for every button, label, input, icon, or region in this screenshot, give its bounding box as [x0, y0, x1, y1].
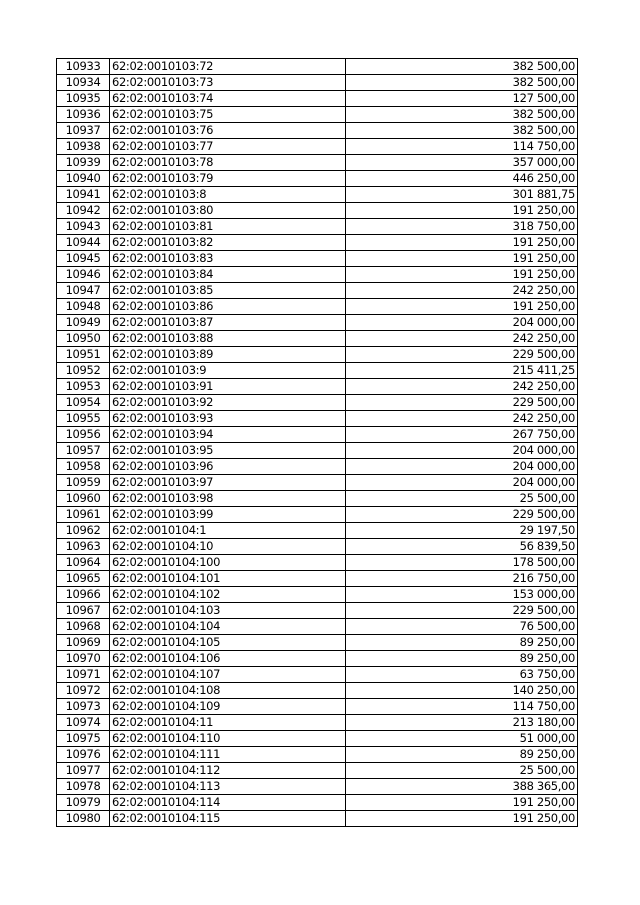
row-number: 10934	[57, 75, 110, 91]
cadastral-value: 76 500,00	[346, 619, 578, 635]
cadastral-value: 382 500,00	[346, 107, 578, 123]
row-number: 10971	[57, 667, 110, 683]
cadastral-number: 62:02:0010103:97	[110, 475, 346, 491]
table-row	[57, 331, 578, 347]
row-number: 10945	[57, 251, 110, 267]
cadastral-value-table	[56, 58, 578, 827]
table-row	[57, 155, 578, 171]
cadastral-value: 382 500,00	[346, 123, 578, 139]
cadastral-value: 191 250,00	[346, 811, 578, 827]
table-row	[57, 411, 578, 427]
row-number: 10935	[57, 91, 110, 107]
cadastral-number: 62:02:0010103:79	[110, 171, 346, 187]
row-number: 10968	[57, 619, 110, 635]
table-row	[57, 779, 578, 795]
row-number: 10979	[57, 795, 110, 811]
cadastral-number: 62:02:0010103:83	[110, 251, 346, 267]
cadastral-value: 242 250,00	[346, 411, 578, 427]
table-row	[57, 795, 578, 811]
row-number: 10947	[57, 283, 110, 299]
row-number: 10980	[57, 811, 110, 827]
cadastral-value: 114 750,00	[346, 699, 578, 715]
cadastral-value: 301 881,75	[346, 187, 578, 203]
cadastral-number: 62:02:0010104:111	[110, 747, 346, 763]
table-row	[57, 555, 578, 571]
cadastral-value: 382 500,00	[346, 59, 578, 75]
row-number: 10977	[57, 763, 110, 779]
cadastral-value: 267 750,00	[346, 427, 578, 443]
cadastral-value: 140 250,00	[346, 683, 578, 699]
table-row	[57, 699, 578, 715]
table-row	[57, 619, 578, 635]
cadastral-value: 242 250,00	[346, 379, 578, 395]
cadastral-value: 114 750,00	[346, 139, 578, 155]
row-number: 10952	[57, 363, 110, 379]
cadastral-value: 191 250,00	[346, 251, 578, 267]
cadastral-value: 242 250,00	[346, 331, 578, 347]
table-row	[57, 59, 578, 75]
cadastral-number: 62:02:0010103:78	[110, 155, 346, 171]
cadastral-value: 153 000,00	[346, 587, 578, 603]
table-row	[57, 459, 578, 475]
table-row	[57, 139, 578, 155]
row-number: 10946	[57, 267, 110, 283]
cadastral-value: 242 250,00	[346, 283, 578, 299]
row-number: 10964	[57, 555, 110, 571]
cadastral-number: 62:02:0010103:80	[110, 203, 346, 219]
cadastral-number: 62:02:0010103:87	[110, 315, 346, 331]
cadastral-value: 63 750,00	[346, 667, 578, 683]
row-number: 10938	[57, 139, 110, 155]
row-number: 10937	[57, 123, 110, 139]
row-number: 10958	[57, 459, 110, 475]
cadastral-number: 62:02:0010103:85	[110, 283, 346, 299]
cadastral-number: 62:02:0010104:100	[110, 555, 346, 571]
table-row	[57, 491, 578, 507]
row-number: 10957	[57, 443, 110, 459]
row-number: 10939	[57, 155, 110, 171]
table-row	[57, 571, 578, 587]
table-row	[57, 731, 578, 747]
cadastral-value: 382 500,00	[346, 75, 578, 91]
row-number: 10950	[57, 331, 110, 347]
cadastral-value: 229 500,00	[346, 507, 578, 523]
table-row	[57, 667, 578, 683]
table-row	[57, 683, 578, 699]
row-number: 10954	[57, 395, 110, 411]
cadastral-number: 62:02:0010104:114	[110, 795, 346, 811]
cadastral-number: 62:02:0010104:104	[110, 619, 346, 635]
cadastral-number: 62:02:0010103:72	[110, 59, 346, 75]
row-number: 10936	[57, 107, 110, 123]
row-number: 10976	[57, 747, 110, 763]
cadastral-number: 62:02:0010103:96	[110, 459, 346, 475]
cadastral-value: 318 750,00	[346, 219, 578, 235]
cadastral-number: 62:02:0010103:93	[110, 411, 346, 427]
table-row	[57, 219, 578, 235]
row-number: 10959	[57, 475, 110, 491]
row-number: 10975	[57, 731, 110, 747]
cadastral-value: 229 500,00	[346, 395, 578, 411]
cadastral-number: 62:02:0010103:77	[110, 139, 346, 155]
cadastral-number: 62:02:0010104:10	[110, 539, 346, 555]
cadastral-number: 62:02:0010103:95	[110, 443, 346, 459]
table-row	[57, 395, 578, 411]
row-number: 10940	[57, 171, 110, 187]
table-row	[57, 299, 578, 315]
cadastral-value: 446 250,00	[346, 171, 578, 187]
row-number: 10933	[57, 59, 110, 75]
row-number: 10956	[57, 427, 110, 443]
row-number: 10942	[57, 203, 110, 219]
table-row	[57, 107, 578, 123]
cadastral-number: 62:02:0010104:107	[110, 667, 346, 683]
cadastral-value: 89 250,00	[346, 747, 578, 763]
row-number: 10978	[57, 779, 110, 795]
cadastral-number: 62:02:0010104:102	[110, 587, 346, 603]
table-row	[57, 187, 578, 203]
cadastral-value: 191 250,00	[346, 203, 578, 219]
cadastral-value: 191 250,00	[346, 795, 578, 811]
cadastral-number: 62:02:0010103:75	[110, 107, 346, 123]
table-row	[57, 747, 578, 763]
cadastral-value: 89 250,00	[346, 651, 578, 667]
cadastral-value: 204 000,00	[346, 443, 578, 459]
table-row	[57, 427, 578, 443]
cadastral-number: 62:02:0010104:103	[110, 603, 346, 619]
cadastral-value: 191 250,00	[346, 299, 578, 315]
row-number: 10970	[57, 651, 110, 667]
table-row	[57, 379, 578, 395]
cadastral-value: 51 000,00	[346, 731, 578, 747]
table-row	[57, 171, 578, 187]
table-row	[57, 651, 578, 667]
table-row	[57, 203, 578, 219]
cadastral-number: 62:02:0010104:106	[110, 651, 346, 667]
row-number: 10962	[57, 523, 110, 539]
cadastral-value: 388 365,00	[346, 779, 578, 795]
cadastral-value: 191 250,00	[346, 235, 578, 251]
row-number: 10967	[57, 603, 110, 619]
cadastral-number: 62:02:0010103:84	[110, 267, 346, 283]
row-number: 10965	[57, 571, 110, 587]
table-row	[57, 443, 578, 459]
row-number: 10969	[57, 635, 110, 651]
cadastral-value: 204 000,00	[346, 315, 578, 331]
cadastral-number: 62:02:0010103:81	[110, 219, 346, 235]
table-row	[57, 251, 578, 267]
cadastral-value: 25 500,00	[346, 763, 578, 779]
row-number: 10955	[57, 411, 110, 427]
cadastral-value: 204 000,00	[346, 459, 578, 475]
cadastral-value: 56 839,50	[346, 539, 578, 555]
row-number: 10973	[57, 699, 110, 715]
cadastral-number: 62:02:0010103:82	[110, 235, 346, 251]
row-number: 10944	[57, 235, 110, 251]
cadastral-value: 127 500,00	[346, 91, 578, 107]
cadastral-number: 62:02:0010103:91	[110, 379, 346, 395]
table-row	[57, 635, 578, 651]
table-row	[57, 267, 578, 283]
row-number: 10960	[57, 491, 110, 507]
cadastral-number: 62:02:0010103:74	[110, 91, 346, 107]
cadastral-value: 191 250,00	[346, 267, 578, 283]
cadastral-number: 62:02:0010104:101	[110, 571, 346, 587]
row-number: 10961	[57, 507, 110, 523]
table-row	[57, 523, 578, 539]
cadastral-number: 62:02:0010103:8	[110, 187, 346, 203]
row-number: 10943	[57, 219, 110, 235]
cadastral-number: 62:02:0010104:105	[110, 635, 346, 651]
cadastral-number: 62:02:0010104:11	[110, 715, 346, 731]
cadastral-number: 62:02:0010104:109	[110, 699, 346, 715]
cadastral-value: 213 180,00	[346, 715, 578, 731]
cadastral-number: 62:02:0010103:98	[110, 491, 346, 507]
cadastral-value: 178 500,00	[346, 555, 578, 571]
cadastral-value: 215 411,25	[346, 363, 578, 379]
table-row	[57, 123, 578, 139]
cadastral-number: 62:02:0010103:86	[110, 299, 346, 315]
cadastral-value: 229 500,00	[346, 603, 578, 619]
table-row	[57, 587, 578, 603]
cadastral-value: 29 197,50	[346, 523, 578, 539]
table-row	[57, 363, 578, 379]
table-row	[57, 715, 578, 731]
cadastral-number: 62:02:0010103:92	[110, 395, 346, 411]
row-number: 10972	[57, 683, 110, 699]
cadastral-number: 62:02:0010104:113	[110, 779, 346, 795]
cadastral-value: 89 250,00	[346, 635, 578, 651]
cadastral-value: 229 500,00	[346, 347, 578, 363]
table-row	[57, 603, 578, 619]
cadastral-number: 62:02:0010103:89	[110, 347, 346, 363]
cadastral-value: 357 000,00	[346, 155, 578, 171]
table-row	[57, 539, 578, 555]
row-number: 10974	[57, 715, 110, 731]
table-row	[57, 507, 578, 523]
table-row	[57, 91, 578, 107]
cadastral-number: 62:02:0010103:88	[110, 331, 346, 347]
cadastral-number: 62:02:0010103:99	[110, 507, 346, 523]
row-number: 10963	[57, 539, 110, 555]
cadastral-number: 62:02:0010104:112	[110, 763, 346, 779]
table-row	[57, 347, 578, 363]
cadastral-number: 62:02:0010104:110	[110, 731, 346, 747]
cadastral-number: 62:02:0010103:94	[110, 427, 346, 443]
cadastral-value: 25 500,00	[346, 491, 578, 507]
row-number: 10948	[57, 299, 110, 315]
table-row	[57, 475, 578, 491]
table-body	[57, 59, 578, 827]
row-number: 10951	[57, 347, 110, 363]
table-row	[57, 235, 578, 251]
row-number: 10953	[57, 379, 110, 395]
cadastral-number: 62:02:0010103:76	[110, 123, 346, 139]
table-row	[57, 811, 578, 827]
row-number: 10941	[57, 187, 110, 203]
cadastral-number: 62:02:0010104:115	[110, 811, 346, 827]
table-row	[57, 763, 578, 779]
cadastral-value: 204 000,00	[346, 475, 578, 491]
table-row	[57, 75, 578, 91]
cadastral-number: 62:02:0010103:9	[110, 363, 346, 379]
cadastral-number: 62:02:0010104:108	[110, 683, 346, 699]
row-number: 10949	[57, 315, 110, 331]
cadastral-number: 62:02:0010103:73	[110, 75, 346, 91]
cadastral-value: 216 750,00	[346, 571, 578, 587]
table-row	[57, 315, 578, 331]
table-row	[57, 283, 578, 299]
row-number: 10966	[57, 587, 110, 603]
cadastral-number: 62:02:0010104:1	[110, 523, 346, 539]
